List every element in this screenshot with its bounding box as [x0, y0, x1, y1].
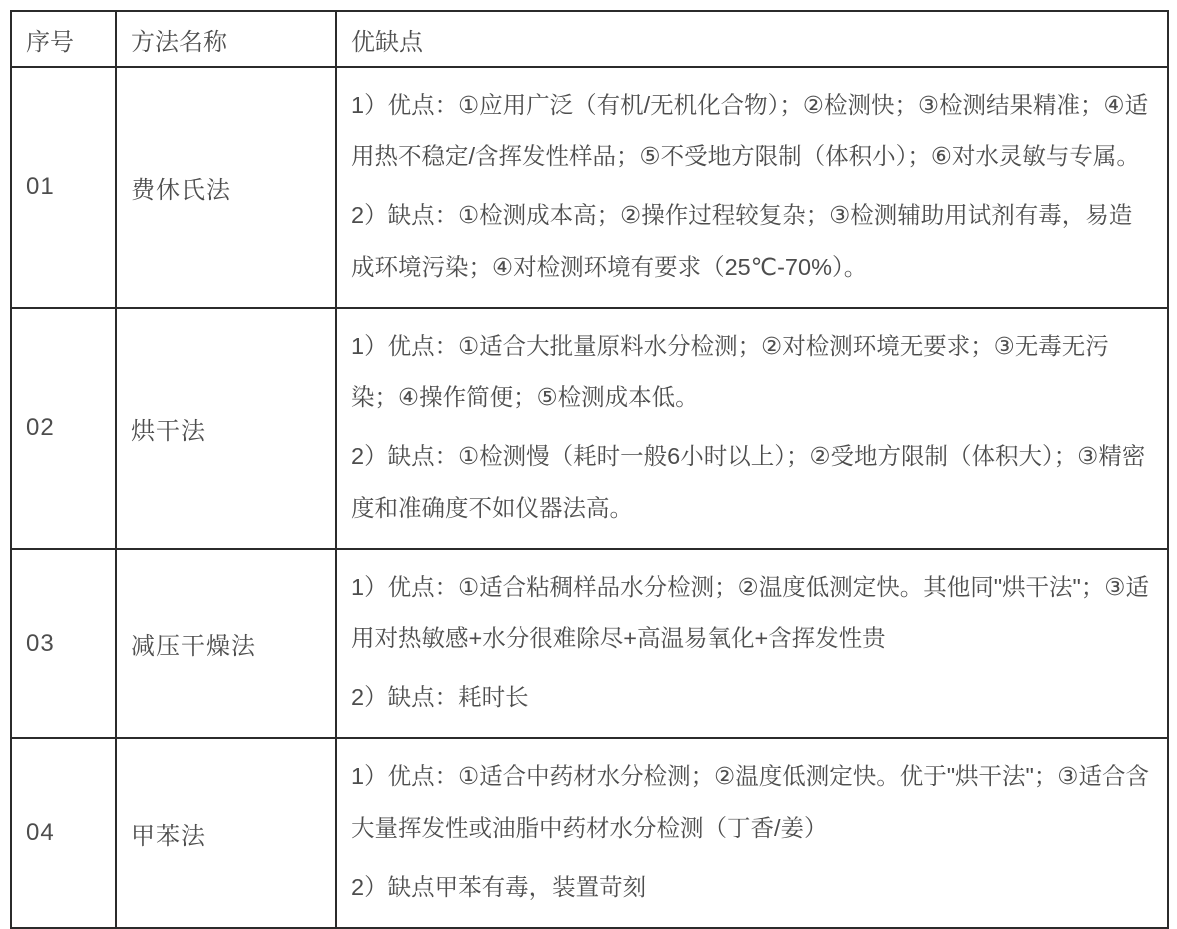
pros-paragraph: 1）优点：①应用广泛（有机/无机化合物）；②检测快；③检测结果精准；④适用热不稳定/含挥发性样品；⑤不受地方限制（体积小）；⑥对水灵敏与专属。 — [351, 92, 1149, 170]
pros-paragraph: 1）优点：①适合中药材水分检测；②温度低测定快。优于"烘干法"；③适合含大量挥发性或油脂中药材水分检测（丁香/姜） — [351, 763, 1149, 841]
header-cell-pros-cons: 优缺点 — [336, 11, 1168, 67]
cons-paragraph: 2）缺点：耗时长 — [351, 684, 529, 711]
header-cell-number: 序号 — [11, 11, 116, 67]
method-name: 减压干燥法 — [116, 549, 336, 739]
row-number: 04 — [11, 738, 116, 928]
table-row — [11, 308, 1168, 549]
cons-paragraph: 2）缺点：①检测慢（耗时一般6小时以上）；②受地方限制（体积大）；③精密度和准确度不如仪器法高。 — [351, 443, 1146, 521]
pros-cons-cell — [336, 67, 1168, 308]
header-row — [11, 11, 1168, 67]
row-number: 01 — [11, 67, 116, 308]
row-number: 02 — [11, 308, 116, 549]
pros-cons-cell — [336, 549, 1168, 739]
pros-cons-cell — [336, 738, 1168, 928]
cons-paragraph: 2）缺点甲苯有毒，装置苛刻 — [351, 873, 647, 900]
row-number: 03 — [11, 549, 116, 739]
table-row — [11, 549, 1168, 739]
table-row — [11, 67, 1168, 308]
moisture-detection-methods-table — [10, 10, 1169, 929]
pros-paragraph: 1）优点：①适合粘稠样品水分检测；②温度低测定快。其他同"烘干法"；③适用对热敏感+水分很难除尽+高温易氧化+含挥发性贵 — [351, 573, 1149, 651]
method-name: 甲苯法 — [116, 738, 336, 928]
pros-cons-cell — [336, 308, 1168, 549]
method-name: 烘干法 — [116, 308, 336, 549]
cons-paragraph: 2）缺点：①检测成本高；②操作过程较复杂；③检测辅助用试剂有毒，易造成环境污染；④对检测环境有要求（25℃-70%）。 — [351, 202, 1133, 280]
table-row — [11, 738, 1168, 928]
method-name: 费休氏法 — [116, 67, 336, 308]
pros-paragraph: 1）优点：①适合大批量原料水分检测；②对检测环境无要求；③无毒无污染；④操作简便；⑤检测成本低。 — [351, 332, 1109, 411]
header-cell-method-name: 方法名称 — [116, 11, 336, 67]
